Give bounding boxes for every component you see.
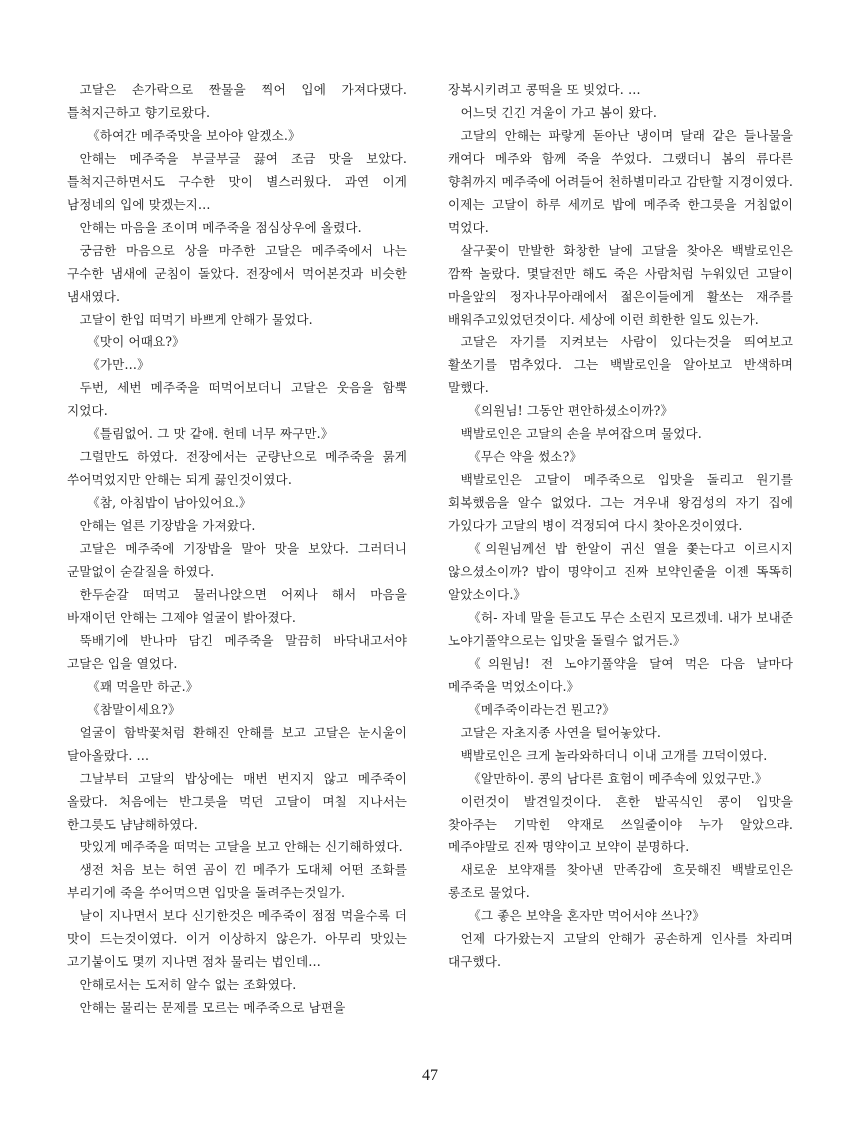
paragraph: 《참말이세요?》 xyxy=(87,701,181,717)
paragraph: 안해는 물리는 문제를 모르는 메주죽으로 남편을 xyxy=(79,1000,346,1016)
paragraph: 《하여간 메주죽맛을 보아야 알겠소.》 xyxy=(87,127,301,143)
paragraph: 《알만하이. 콩의 남다른 효험이 메주속에 있었구만.》 xyxy=(468,770,768,786)
paragraph: 《메주죽이라는건 뭔고?》 xyxy=(468,701,615,717)
paragraph: 생전 처음 보는 허연 곰이 낀 메주가 도대체 어떤 조화를 부리기에 죽을 쑤어먹으면 입맛을 돌려주는것일가. xyxy=(67,862,407,901)
paragraph: 고달은 손가락으로 짠물을 찍어 입에 가져다댔다. 틀척지근하고 향기로왔다. xyxy=(67,82,407,120)
paragraph: 장복시키려고 콩떡을 또 빚었다. … xyxy=(448,82,641,97)
paragraph: 고달은 자초지종 사연을 털어놓았다. xyxy=(460,724,661,740)
paragraph: 안해는 얼른 기장밥을 가져왔다. xyxy=(79,518,256,534)
paragraph: 백발로인은 고달이 메주죽으로 입맛을 돌리고 원기를 회복했음을 알수 없었다. 그는 겨우내 왕검성의 자기 집에 가있다가 고달의 병이 걱정되여 다시 찾아온것이였다. xyxy=(448,472,793,534)
paragraph: 백발로인은 크게 놀라와하더니 이내 고개를 끄덕이였다. xyxy=(460,747,768,763)
paragraph: 백발로인은 고달의 손을 부여잡으며 물었다. xyxy=(460,426,702,442)
paragraph: 고달은 메주죽에 기장밥을 말아 맛을 보았다. 그러더니 군말없이 숟갈질을 하였다. xyxy=(67,541,407,580)
paragraph: 한두숟갈 떠먹고 물러나앉으면 어찌나 해서 마음을 바재이던 안해는 그제야 얼굴이 밝아졌다. xyxy=(67,586,407,625)
paragraph: 《의원님! 그동안 편안하셨소이까?》 xyxy=(468,403,674,419)
paragraph: 안해로서는 도저히 알수 없는 조화였다. xyxy=(79,977,297,993)
paragraph: 《그 좋은 보약을 혼자만 먹어서야 쓰나?》 xyxy=(468,908,705,924)
paragraph: 궁금한 마음으로 상을 마주한 고달은 메주죽에서 나는 구수한 냄새에 군침이 돌았다. 전장에서 먹어본것과 비슷한 냄새였다. xyxy=(67,242,407,304)
paragraph: 맛있게 메주죽을 떠먹는 고달을 보고 안해는 신기해하였다. xyxy=(79,839,403,855)
paragraph: 뚝배기에 반나마 담긴 메주죽을 말끔히 바닥내고서야 고달은 입을 열었다. xyxy=(67,632,407,671)
paragraph: 고달은 자기를 지켜보는 사람이 있다는것을 띄여보고 활쏘기를 멈추었다. 그는 백발로인을 알아보고 반색하며 말했다. xyxy=(448,334,793,396)
paragraph: 고달이 한입 떠먹기 바쁘게 안해가 물었다. xyxy=(79,311,313,327)
paragraph: 《무슨 약을 썼소?》 xyxy=(468,449,583,465)
paragraph: 《맛이 어때요?》 xyxy=(87,334,185,350)
paragraph: 《참, 아침밥이 남아있어요.》 xyxy=(87,495,252,511)
right-column xyxy=(448,79,793,974)
paragraph: 이런것이 발견일것이다. 흔한 밭곡식인 콩이 입맛을 찾아주는 기막힌 약재로 쓰일줄이야 누가 알았으랴. 메주야말로 진짜 명약이고 보약이 분명하다. xyxy=(448,793,793,855)
paragraph: 어느덧 긴긴 겨울이 가고 봄이 왔다. xyxy=(460,104,657,120)
paragraph: 날이 지나면서 보다 신기한것은 메주죽이 점점 먹을수록 더 맛이 드는것이였다. 이거 이상하지 않은가. 아무리 맛있는 고기붙이도 몇끼 지나면 점차 물리는 법인데… xyxy=(67,908,407,970)
page-number: 47 xyxy=(422,1067,438,1084)
paragraph: 살구꽃이 만발한 화창한 날에 고달을 찾아온 백발로인은 깜짝 놀랐다. 몇달전만 해도 죽은 사람처럼 누워있던 고달이 마을앞의 정자나무아래에서 젊은이들에게 활쏘는 재주를 배워주고있었던것이다. 세상에 이런 희한한 일도 있는가. xyxy=(448,242,793,327)
paragraph: 《틀림없어. 그 맛 같애. 헌데 너무 짜구만.》 xyxy=(87,426,334,442)
paragraph: 고달의 안해는 파랗게 돋아난 냉이며 달래 같은 들나물을 캐여다 메주와 함께 죽을 쑤었다. 그랬더니 봄의 류다른 향취까지 메주죽에 어려들어 천하별미라고 감탄할 지경이였다. 이제는 고달이 하루 세끼로 밥에 메주죽 한그릇을 거침없이 먹었다. xyxy=(448,127,793,235)
paragraph: 안해는 마음을 조이며 메주죽을 점심상우에 올렸다. xyxy=(79,219,362,235)
paragraph: 얼굴이 함박꽃처럼 환해진 안해를 보고 고달은 눈시울이 달아올랐다. … xyxy=(67,724,407,763)
paragraph: 새로운 보약재를 찾아낸 만족감에 흐뭇해진 백발로인은 롱조로 물었다. xyxy=(448,862,793,901)
paragraph: 그럴만도 하였다. 전장에서는 군량난으로 메주죽을 묽게 쑤어먹었지만 안해는 되게 끓인것이였다. xyxy=(67,449,407,488)
paragraph: 안해는 메주죽을 부글부글 끓여 조금 맛을 보았다. 틀척지근하면서도 구수한 맛이 별스러웠다. 과연 이게 남정네의 입에 맞겠는지… xyxy=(67,150,407,212)
paragraph: 《꽤 먹을만 하군.》 xyxy=(87,678,199,694)
left-column xyxy=(67,79,407,1020)
paragraph: 언제 다가왔는지 고달의 안해가 공손하게 인사를 차리며 대구했다. xyxy=(448,931,793,970)
paragraph: 《가만…》 xyxy=(87,357,150,373)
paragraph: 《허- 자네 말을 듣고도 무슨 소린지 모르겠네. 내가 보내준 노야기풀약으로는 입맛을 돌릴수 없거든.》 xyxy=(448,609,793,648)
paragraph: 《의원님! 전 노야기풀약을 달여 먹은 다음 날마다 메주죽을 먹었소이다.》 xyxy=(448,655,793,694)
paragraph: 두번, 세번 메주죽을 떠먹어보더니 고달은 웃음을 함뿍 지었다. xyxy=(67,380,407,419)
paragraph: 그날부터 고달의 밥상에는 매번 번지지 않고 메주죽이 올랐다. 처음에는 반그릇을 먹던 고달이 며칠 지나서는 한그릇도 냠냠해하였다. xyxy=(67,770,407,832)
paragraph: 《의원님께선 밥 한알이 귀신 열을 쫓는다고 이르시지 않으셨소이까? 밥이 명약이고 진짜 보약인줄을 이젠 똑똑히 알았소이다.》 xyxy=(448,541,793,602)
